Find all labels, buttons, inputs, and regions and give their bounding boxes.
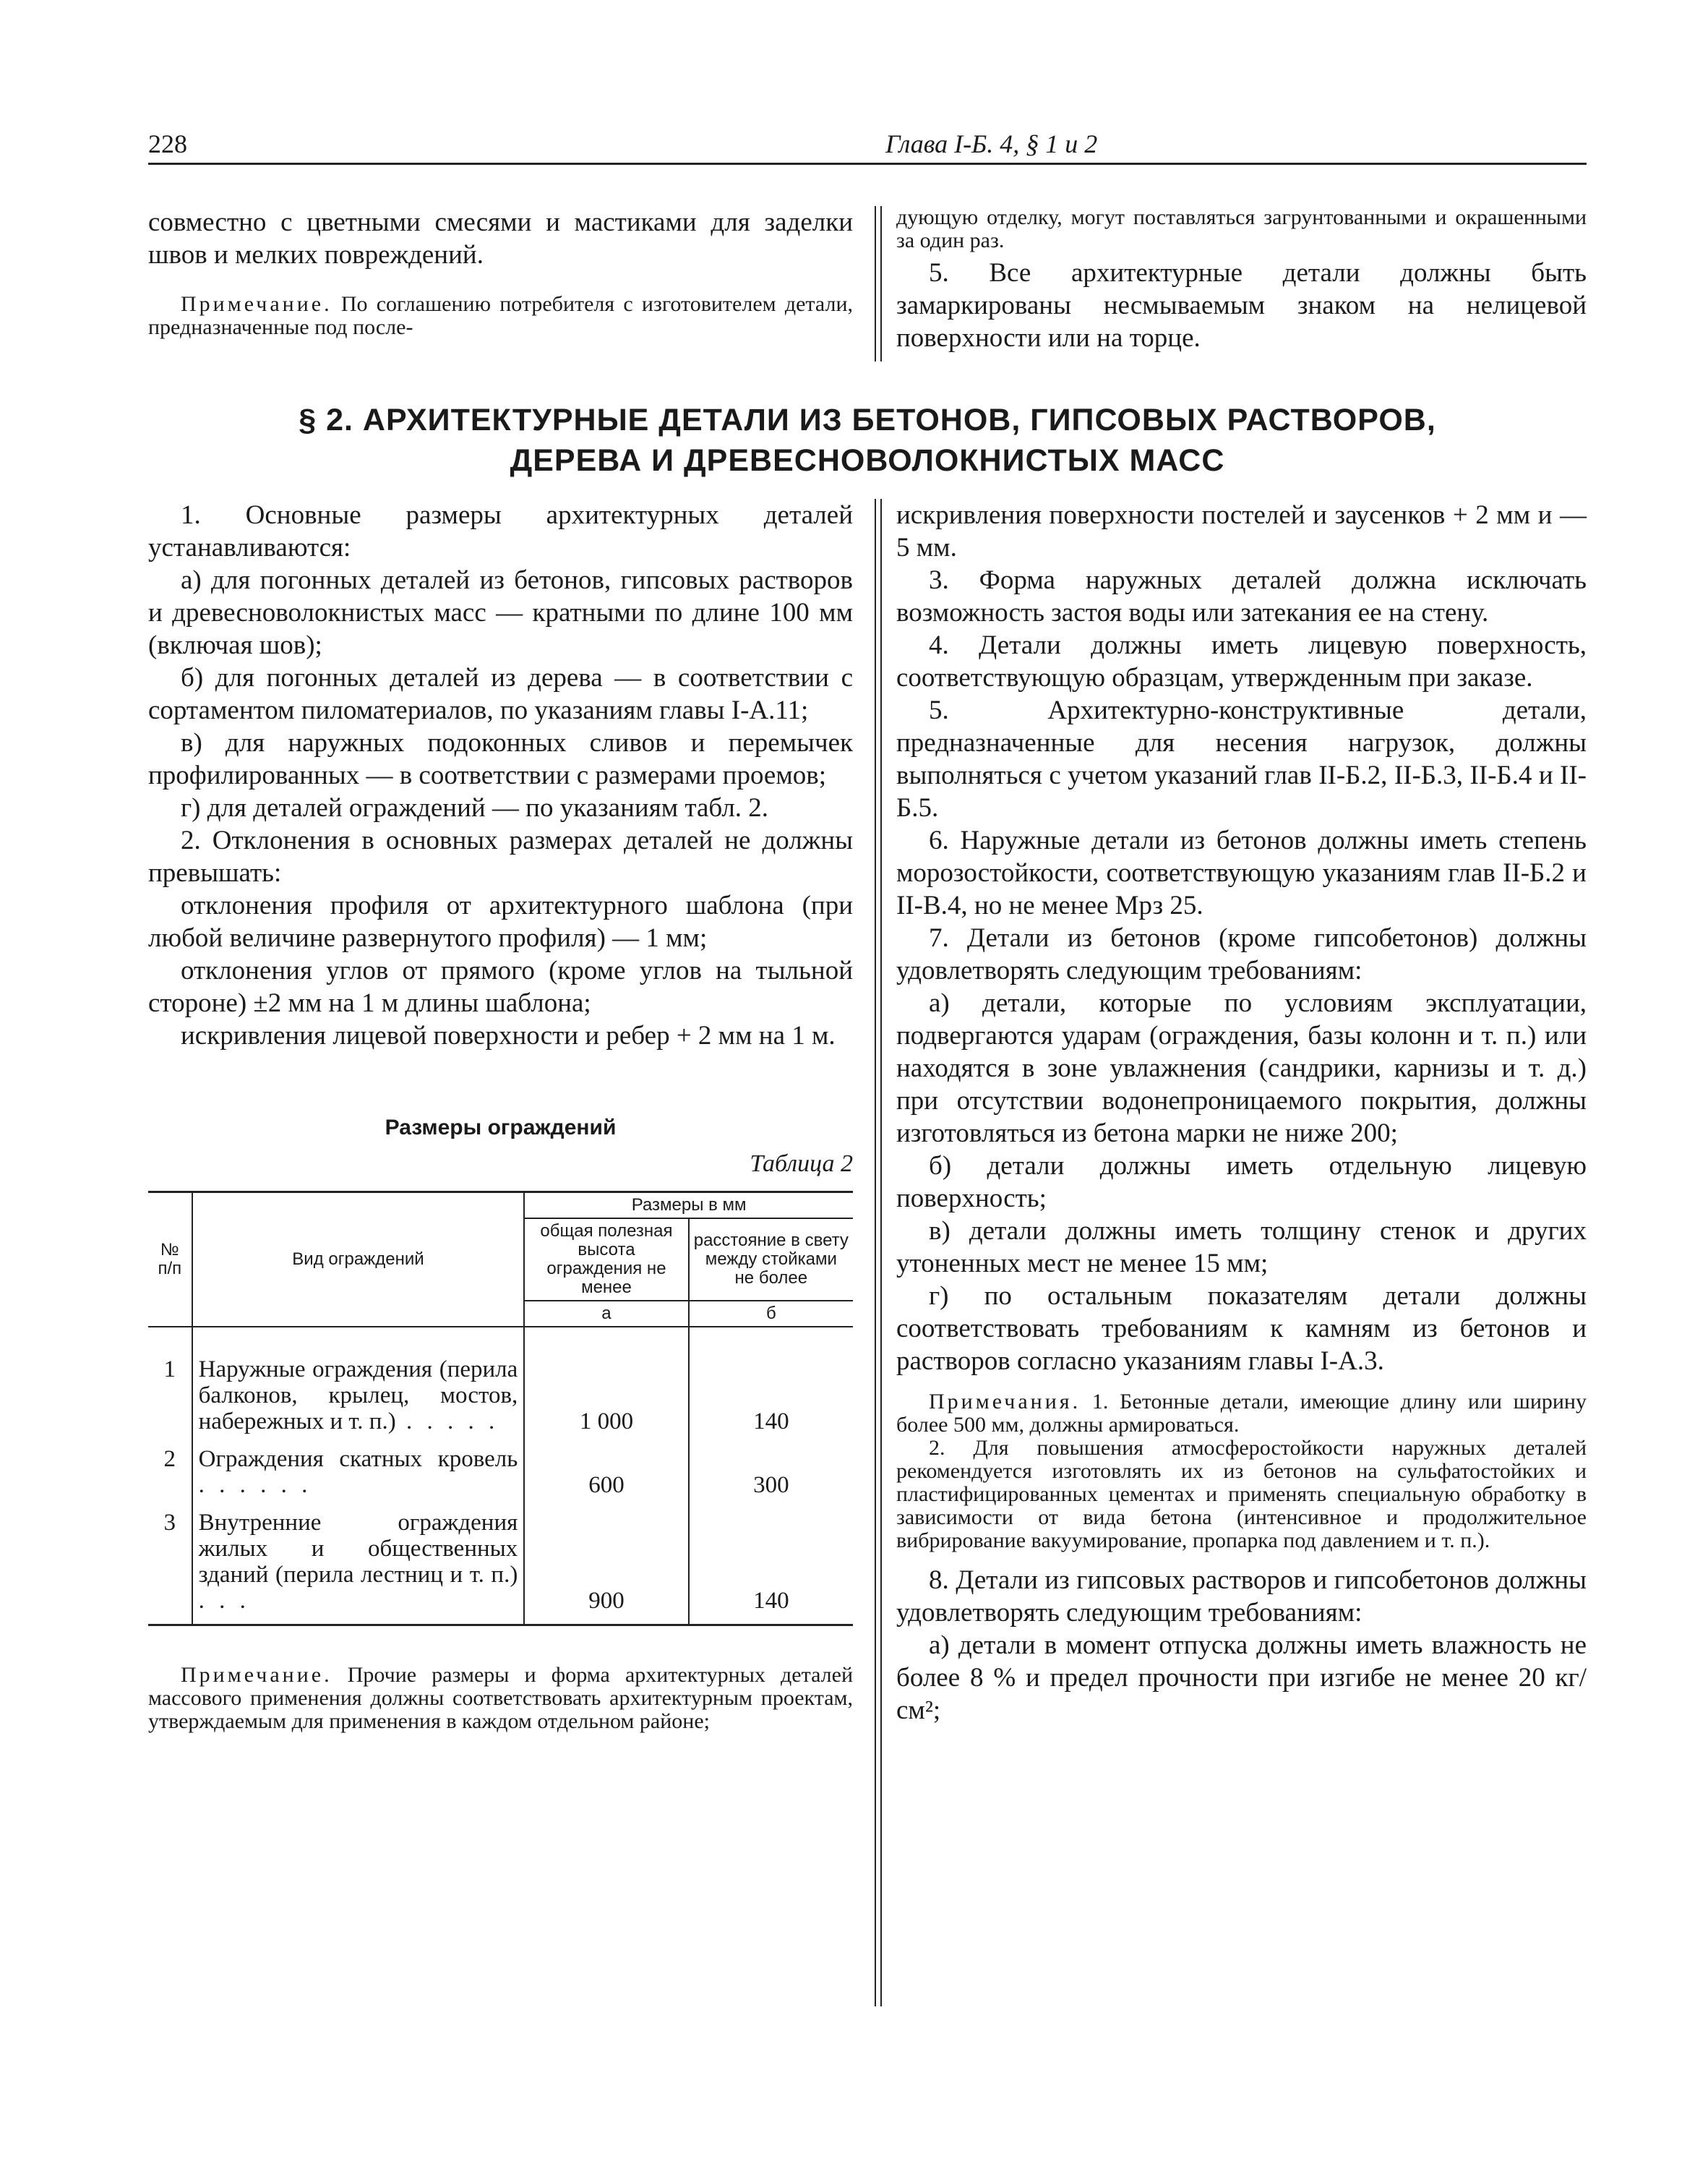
row-dots: . . . . . — [395, 1408, 499, 1434]
paragraph-8a: а) детали в момент отпуска должны иметь влажность не более 8 % и предел прочности при изгибе не менее 20 кг/см²; — [896, 1630, 1587, 1725]
row-number: 3 — [148, 1501, 192, 1625]
column-divider — [875, 499, 876, 2006]
note-text: Прочие размеры и форма архитектурных деталей массового применения должны соответствовать архитектурным проектам, утверждаемым для применения в каждом отдельном районе; — [148, 1663, 853, 1733]
table-title: Размеры ограждений — [385, 1116, 617, 1139]
left-column — [148, 499, 853, 1733]
paragraph-5: 5. Все архитектурные детали должны быть замаркированы несмываемым знаком на нелицевой поверхности или на торце. — [896, 258, 1587, 353]
section-title-line: ДЕРЕВА И ДРЕВЕСНОВОЛОКНИСТЫХ МАСС — [510, 443, 1225, 478]
table-row — [148, 1437, 853, 1501]
section-title — [148, 400, 1587, 481]
row-spacing: 140 — [689, 1327, 853, 1437]
paragraph-2c: искривления лицевой поверхности и ребер + 2 мм на 1 м. — [181, 1021, 836, 1051]
row-name — [192, 1437, 525, 1501]
running-head: Глава I-Б. 4, § 1 и 2 — [885, 129, 1098, 158]
row-number: 1 — [148, 1327, 192, 1437]
paragraph-1a: а) для погонных деталей из бетонов, гипсовых растворов и древесноволокнистых масс — кратными по длине 100 мм (включая шов); — [148, 565, 853, 660]
table-row — [148, 1327, 853, 1437]
paragraph-6: 6. Наружные детали из бетонов должны иметь степень морозостойкости, соответствующую указаниям глав II-Б.2 и II-В.4, но не менее Мрз 25. — [896, 826, 1587, 920]
page-number: 228 — [148, 129, 187, 158]
header-height: общая полезная высота ограждения не менее — [524, 1218, 688, 1301]
row-height: 600 — [524, 1437, 688, 1501]
row-name-text: Внутренние ограждения жилых и общественных зданий (перила лестниц и т. п.) — [198, 1510, 518, 1588]
header-spacing: расстояние в свету между стойками не более — [689, 1218, 853, 1301]
railings-table — [148, 1191, 853, 1626]
row-spacing: 300 — [689, 1437, 853, 1501]
note-text: По соглашению потребителя с изготовителем детали, предназначенные под после- — [148, 292, 853, 339]
paragraph: совместно с цветными смесями и мастиками для заделки швов и мелких повреждений. — [148, 208, 853, 270]
header-letter-a: а — [524, 1301, 688, 1327]
note-1-text: 1. Бетонные детали, имеющие длину или ширину более 500 мм, должны армироваться. — [896, 1390, 1587, 1437]
header-kind: Вид ограждений — [192, 1192, 525, 1327]
section-title-line: § 2. АРХИТЕКТУРНЫЕ ДЕТАЛИ ИЗ БЕТОНОВ, ГИПСОВЫХ РАСТВОРОВ, — [299, 403, 1436, 437]
table-note — [148, 1664, 853, 1733]
note-2: 2. Для повышения атмосферостойкости наружных деталей рекомендуется изготовлять их из бетонов на сульфатостойких и пластифицированных цементах и применять специальную обработку в зависимости от вида бетона (интенсивное и продолжительное вибрирование вакуумирование, пропарка под давлением и т. п.). — [896, 1436, 1587, 1552]
header-sizes: Размеры в мм — [524, 1192, 853, 1219]
row-spacing: 140 — [689, 1501, 853, 1625]
paragraph-2: 2. Отклонения в основных размерах деталей не должны превышать: — [148, 826, 853, 888]
paragraph-7b: б) детали должны иметь отдельную лицевую поверхность; — [896, 1151, 1587, 1213]
paragraph-1b: б) для погонных деталей из дерева — в соответствии с сортаментом пиломатериалов, по указаниям главы I-А.11; — [148, 663, 853, 725]
row-height: 900 — [524, 1501, 688, 1625]
right-column — [896, 499, 1587, 1727]
row-name — [192, 1501, 525, 1625]
note-continuation: дующую отделку, могут поставляться загрунтованными и окрашенными за один раз. — [896, 205, 1587, 252]
top-right-column — [896, 206, 1587, 354]
header-number: № п/п — [148, 1192, 192, 1327]
note-1 — [896, 1390, 1587, 1437]
paragraph-5b: 5. Архитектурно-конструктивные детали, предназначенные для несения нагрузок, должны выполняться с учетом указаний глав II-Б.2, II-Б.3, II-Б.4 и II-Б.5. — [896, 696, 1587, 823]
table-row — [148, 1501, 853, 1625]
row-height: 1 000 — [524, 1327, 688, 1437]
row-dots: . . . — [198, 1588, 250, 1614]
page-header — [148, 129, 1587, 165]
notes-label: Примечания. — [929, 1390, 1081, 1413]
paragraph-2a: отклонения профиля от архитектурного шаблона (при любой величине развернутого профиля) — 1 мм; — [148, 891, 853, 953]
top-left-column — [148, 206, 853, 339]
paragraph-7: 7. Детали из бетонов (кроме гипсобетонов) должны удовлетворять следующим требованиям: — [896, 923, 1587, 985]
note-label: Примечание. — [181, 292, 332, 316]
paragraph-1c: в) для наружных подоконных сливов и перемычек профилированных — в соответствии с размерами проемов; — [148, 728, 853, 790]
paragraph-4: 4. Детали должны иметь лицевую поверхность, соответствующую образцам, утвержденным при заказе. — [896, 630, 1587, 693]
paragraph-7d: г) по остальным показателям детали должны соответствовать требованиям к камням из бетонов и растворов согласно указаниям главы I-А.3. — [896, 1281, 1587, 1376]
paragraph-2b: отклонения углов от прямого (кроме углов на тыльной стороне) ±2 мм на 1 м длины шаблона; — [148, 956, 853, 1018]
note — [148, 293, 853, 339]
paragraph-7c: в) детали должны иметь толщину стенок и других утоненных мест не менее 15 мм; — [896, 1216, 1587, 1278]
paragraph-continuation: искривления поверхности постелей и заусенков + 2 мм и — 5 мм. — [896, 500, 1587, 563]
row-number: 2 — [148, 1437, 192, 1501]
row-name-text: Наружные ограждения (перила балконов, крылец, мостов, набережных и т. п.) — [198, 1356, 518, 1434]
table-label: Таблица 2 — [750, 1150, 853, 1177]
paragraph-1: 1. Основные размеры архитектурных деталей устанавливаются: — [148, 500, 853, 563]
paragraph-3: 3. Форма наружных деталей должна исключать возможность застоя воды или затекания ее на стену. — [896, 565, 1587, 628]
note-label: Примечание. — [181, 1663, 332, 1687]
row-name-text: Ограждения скатных кровель — [198, 1446, 518, 1472]
column-divider — [880, 499, 882, 2006]
header-letter-b: б — [689, 1301, 853, 1327]
row-dots: . . . . . . — [198, 1472, 312, 1498]
column-divider — [880, 206, 882, 362]
row-name — [192, 1327, 525, 1437]
paragraph-1d: г) для деталей ограждений — по указаниям табл. 2. — [181, 793, 769, 823]
paragraph-7a: а) детали, которые по условиям эксплуатации, подвергаются ударам (ограждения, базы колонн и т. п.) или находятся в зоне увлажнения (сандрики, карнизы и т. д.) при отсутствии водонепроницаемого покрытия, должны изготовляться из бетона марки не ниже 200; — [896, 988, 1587, 1148]
paragraph-8: 8. Детали из гипсовых растворов и гипсобетонов должны удовлетворять следующим требованиям: — [896, 1565, 1587, 1628]
column-divider — [875, 206, 876, 362]
